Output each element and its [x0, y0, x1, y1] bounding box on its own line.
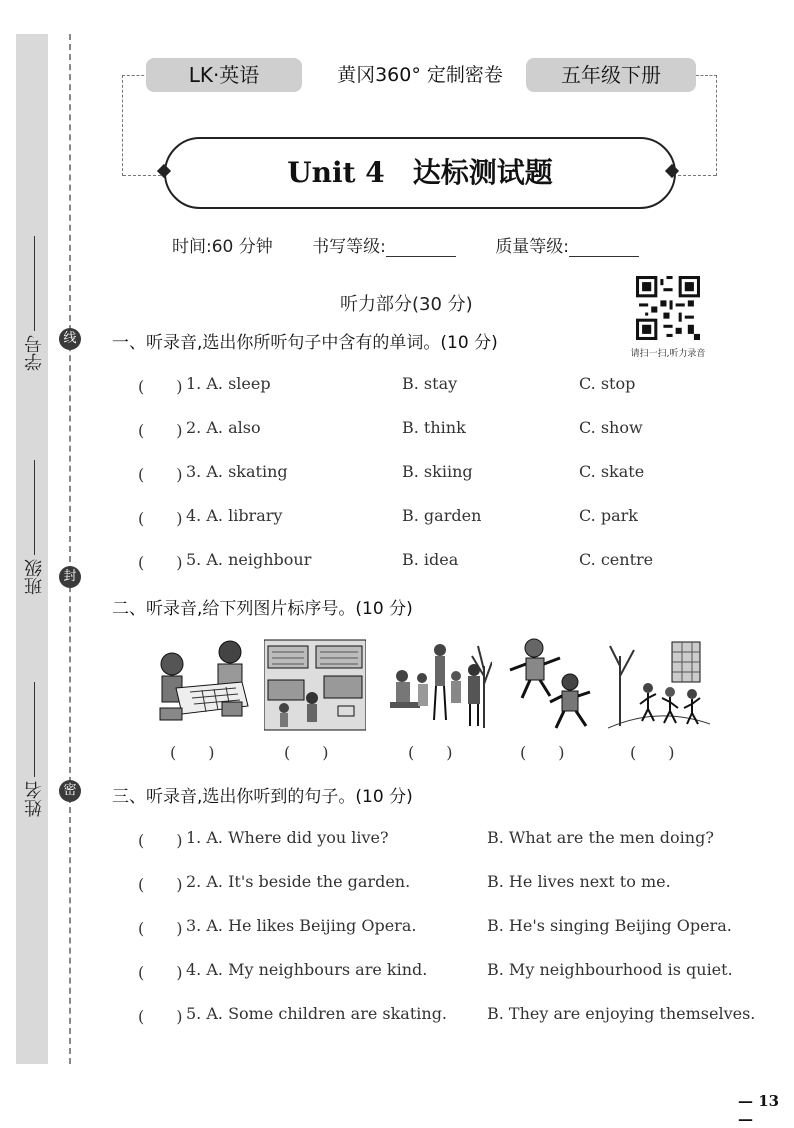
- option-a: 2. A. It's beside the garden.: [186, 872, 411, 891]
- side-mark-xian: 线: [59, 328, 81, 350]
- answer-blank[interactable]: ( ): [138, 377, 183, 396]
- exam-meta: [172, 232, 673, 257]
- option-b: B. What are the men doing?: [487, 828, 714, 847]
- writing-grade-blank[interactable]: [386, 256, 456, 257]
- listening-section-title: 听力部分(30 分): [340, 294, 473, 315]
- time-limit: 时间:60 分钟: [172, 237, 273, 257]
- option-b: B. He's singing Beijing Opera.: [487, 916, 732, 935]
- section3-heading: 三、听录音,选出你听到的句子。(10 分): [112, 787, 413, 807]
- option-b: B. They are enjoying themselves.: [487, 1004, 756, 1023]
- answer-blank[interactable]: ( ): [138, 875, 183, 894]
- page-title: Unit 4 达标测试题: [164, 137, 676, 209]
- option-a: 3. A. He likes Beijing Opera.: [186, 916, 417, 935]
- section2-heading: 二、听录音,给下列图片标序号。(10 分): [112, 599, 413, 619]
- option-b: B. think: [402, 418, 466, 437]
- option-c: C. stop: [579, 374, 636, 393]
- header-bracket-right: [696, 75, 717, 176]
- quality-grade-blank[interactable]: [569, 256, 639, 257]
- option-c: C. park: [579, 506, 638, 525]
- side-mark-mi: 密: [59, 780, 81, 802]
- option-c: C. show: [579, 418, 643, 437]
- option-a: 4. A. My neighbours are kind.: [186, 960, 428, 979]
- option-a: 3. A. skating: [186, 462, 288, 481]
- qr-code-icon[interactable]: [636, 276, 700, 340]
- class-field: [22, 460, 44, 595]
- picture-people-in-park: [384, 636, 492, 732]
- writing-grade-label: 书写等级:: [312, 237, 386, 257]
- page-number: — 13 —: [738, 1092, 780, 1128]
- answer-blank[interactable]: ( ): [138, 509, 183, 528]
- student-id-label: 学号: [24, 335, 45, 371]
- class-label: 班级: [24, 559, 45, 595]
- writing-grade: [312, 237, 456, 257]
- option-a: 5. A. Some children are skating.: [186, 1004, 448, 1023]
- option-b: B. My neighbourhood is quiet.: [487, 960, 733, 979]
- cut-line: [69, 34, 71, 1064]
- quality-grade-label: 质量等级:: [495, 237, 570, 257]
- side-mark-feng: 封: [59, 566, 81, 588]
- answer-blank[interactable]: ( ): [138, 919, 183, 938]
- picture-supermarket: [264, 636, 366, 732]
- header-bracket-left: [122, 75, 149, 176]
- picture-blank-4[interactable]: ( ): [520, 743, 565, 762]
- grade-badge: 五年级下册: [526, 58, 696, 92]
- option-c: C. centre: [579, 550, 654, 569]
- picture-boys-playing-chess: [152, 636, 252, 732]
- picture-children-skating: [504, 636, 596, 732]
- option-b: B. idea: [402, 550, 459, 569]
- option-a: 1. A. Where did you live?: [186, 828, 389, 847]
- name-field: [22, 682, 44, 817]
- qr-caption: 请扫一扫,听力录音: [630, 349, 706, 359]
- answer-blank[interactable]: ( ): [138, 465, 183, 484]
- option-a: 2. A. also: [186, 418, 261, 437]
- option-b: B. skiing: [402, 462, 473, 481]
- option-a: 5. A. neighbour: [186, 550, 312, 569]
- student-id-blank[interactable]: [35, 236, 36, 331]
- answer-blank[interactable]: ( ): [138, 553, 183, 572]
- name-blank[interactable]: [35, 682, 36, 777]
- picture-blank-5[interactable]: ( ): [630, 743, 675, 762]
- option-c: C. skate: [579, 462, 645, 481]
- answer-blank[interactable]: ( ): [138, 831, 183, 850]
- name-label: 姓名: [24, 781, 45, 817]
- option-b: B. garden: [402, 506, 482, 525]
- class-blank[interactable]: [35, 460, 36, 555]
- section1-heading: 一、听录音,选出你所听句子中含有的单词。(10 分): [112, 333, 498, 353]
- student-id-field: [22, 236, 44, 371]
- quality-grade: [495, 237, 639, 257]
- option-a: 1. A. sleep: [186, 374, 271, 393]
- picture-blank-3[interactable]: ( ): [408, 743, 453, 762]
- answer-blank[interactable]: ( ): [138, 963, 183, 982]
- picture-children-playing-outside: [608, 636, 710, 732]
- picture-blank-2[interactable]: ( ): [284, 743, 329, 762]
- option-b: B. He lives next to me.: [487, 872, 671, 891]
- option-a: 4. A. library: [186, 506, 283, 525]
- picture-blank-1[interactable]: ( ): [170, 743, 215, 762]
- answer-blank[interactable]: ( ): [138, 421, 183, 440]
- series-title: 黄冈360° 定制密卷: [337, 64, 503, 86]
- option-b: B. stay: [402, 374, 458, 393]
- subject-badge: LK·英语: [146, 58, 302, 92]
- answer-blank[interactable]: ( ): [138, 1007, 183, 1026]
